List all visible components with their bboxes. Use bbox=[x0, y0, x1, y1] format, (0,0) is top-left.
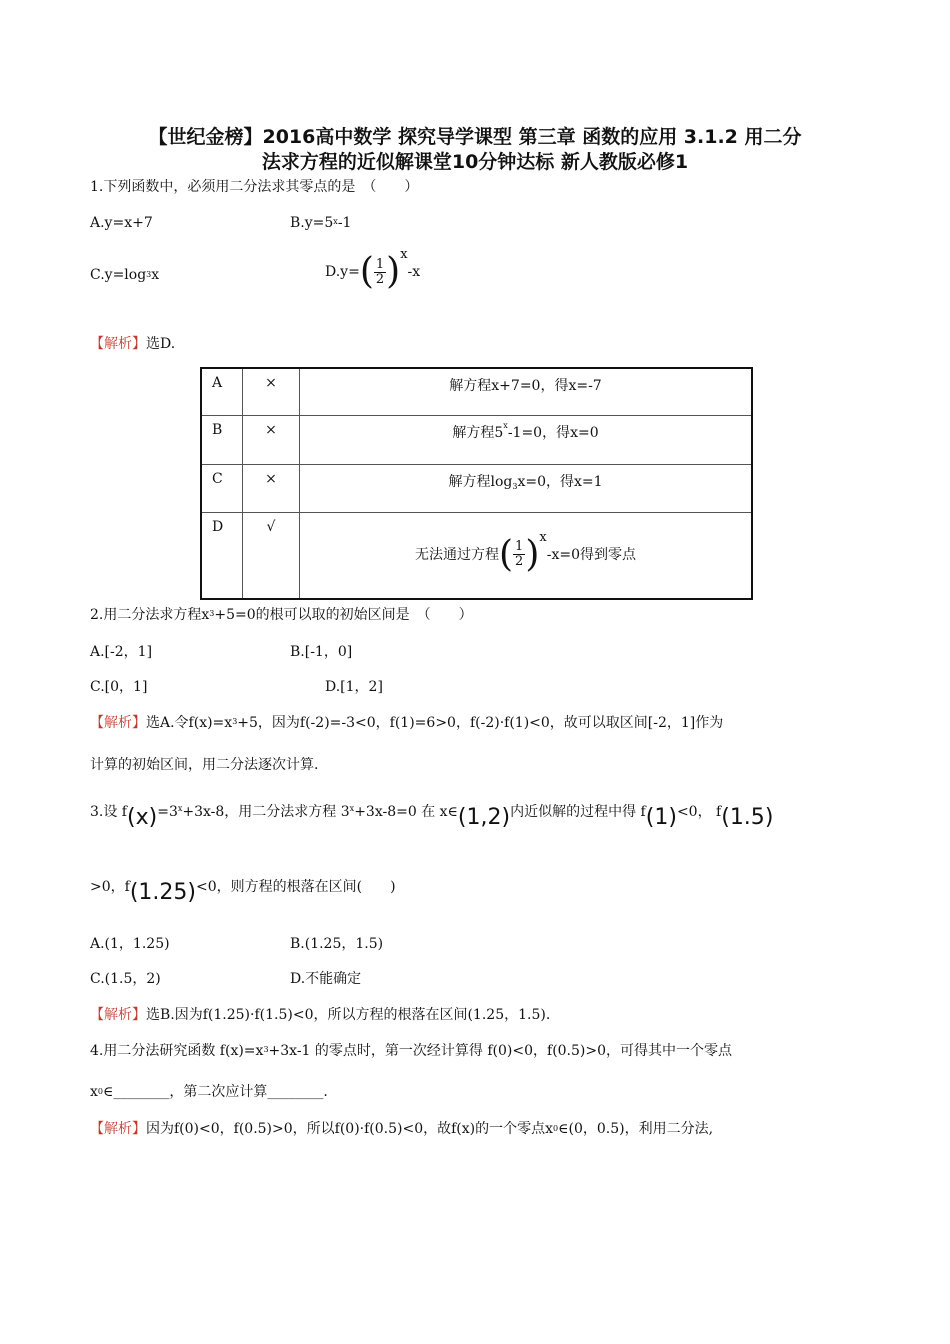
table-cell-mark: × bbox=[243, 368, 300, 415]
table-cell-reason: 解方程$5^x-1=0$，得x=0 bbox=[300, 415, 753, 464]
table-cell-option: C bbox=[201, 464, 243, 512]
table-row bbox=[201, 464, 752, 512]
q3-option-c: C.(1.5，2) bbox=[90, 971, 161, 987]
q4-analysis: 【解析】因为f(0)<0，f(0.5)>0，所以f(0)·f(0.5)<0，故f(x)的一个零点x0∈(0，0.5)，利用二分法, bbox=[90, 1121, 714, 1137]
table-cell-reason: 解方程log3x=0，得x=1 bbox=[300, 464, 753, 512]
table-cell-mark: × bbox=[243, 464, 300, 512]
q1-option-d: D.y=( $\frac{1}{2}$ )x-x bbox=[325, 247, 421, 292]
q1-option-c: C.y=log3x bbox=[90, 267, 160, 283]
table-cell-reason: 解方程x+7=0，得x=-7 bbox=[300, 368, 753, 415]
q2-stem: 2.用二分法求方程$x^3+5=0$的根可以取的初始区间是 （ ） bbox=[90, 607, 473, 623]
table-cell-mark: √ bbox=[243, 512, 300, 599]
table-cell-option: A bbox=[201, 368, 243, 415]
q2-analysis-line1: 【解析】选A.令$f(x)=x^3+5$，因为f(-2)=-3<0，f(1)=6>0，f(-2)·f(1)<0，故可以取区间[-2，1]作为 bbox=[90, 715, 724, 731]
q3-option-d: D.不能确定 bbox=[290, 971, 362, 987]
q2-analysis-line2: 计算的初始区间，用二分法逐次计算. bbox=[90, 757, 319, 773]
doc-title-line1: 【世纪金榜】2016高中数学 探究导学课型 第三章 函数的应用 3.1.2 用二分 bbox=[148, 126, 802, 148]
table-cell-option: B bbox=[201, 415, 243, 464]
table-row bbox=[201, 512, 752, 599]
q3-stem-line1: 3.设 $f(x)=3^x+3x-8$，用二分法求方程 $3^x+3x-8=0$ 在 x∈(1,2)内近似解的过程中得 f(1)<0， f(1.5) bbox=[90, 804, 774, 830]
table-cell-option: D bbox=[201, 512, 243, 599]
table-cell-mark: × bbox=[243, 415, 300, 464]
q3-option-a: A.(1，1.25) bbox=[90, 936, 170, 952]
q1-answer-table bbox=[200, 367, 753, 600]
q1-analysis: 【解析】选D. bbox=[90, 336, 176, 352]
q1-option-a: A.y=x+7 bbox=[90, 215, 153, 231]
q3-option-b: B.(1.25，1.5) bbox=[290, 936, 384, 952]
q4-stem-line1: 4.用二分法研究函数 $f(x)=x^3+3x-1$ 的零点时，第一次经计算得 f(0)<0，f(0.5)>0，可得其中一个零点 bbox=[90, 1043, 733, 1059]
q4-stem-line2: x0∈________，第二次应计算________. bbox=[90, 1084, 328, 1100]
q3-analysis: 【解析】选B.因为f(1.25)·f(1.5)<0，所以方程的根落在区间(1.25，1.5). bbox=[90, 1007, 551, 1023]
q3-stem-line2: >0，f(1.25)<0，则方程的根落在区间( ) bbox=[90, 879, 396, 905]
q2-option-d: D.[1，2] bbox=[325, 679, 383, 695]
table-row bbox=[201, 415, 752, 464]
table-cell-reason: 无法通过方程( $\frac{1}{2}$ )x-x=0得到零点 bbox=[300, 512, 753, 599]
q2-option-b: B.[-1，0] bbox=[290, 644, 353, 660]
q1-option-b: $B.y=5^x-1$ bbox=[290, 215, 352, 231]
table-row bbox=[201, 368, 752, 415]
doc-title-line2: 法求方程的近似解课堂10分钟达标 新人教版必修1 bbox=[261, 151, 689, 173]
q1-stem: 1.下列函数中，必须用二分法求其零点的是 （ ） bbox=[90, 179, 419, 195]
q2-option-a: A.[-2，1] bbox=[90, 644, 153, 660]
q2-option-c: C.[0，1] bbox=[90, 679, 148, 695]
